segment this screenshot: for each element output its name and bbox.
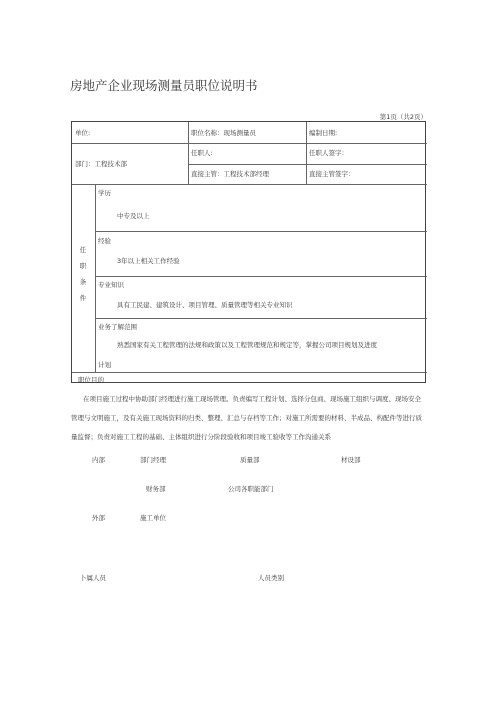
incumbent-sign: 任职人签字：: [309, 149, 348, 157]
internal-label: 内部: [92, 456, 105, 464]
col-divider: [188, 122, 189, 184]
experience-value: 3年以上相关工作经验: [117, 257, 180, 265]
supervisor: 直接主管：工程技术部经理: [191, 170, 269, 178]
compile-date: 编制日期:: [309, 129, 338, 137]
subordinates-label: 卜属人员: [80, 574, 106, 582]
education-title: 学历: [98, 189, 111, 197]
external-contractor: 施工单位: [140, 514, 166, 522]
qualification-label: [78, 242, 88, 306]
col-divider: [95, 184, 96, 372]
staff-category-label: 人员类别: [258, 574, 284, 582]
knowledge-value: 具有工民建、建筑设计、项目管理、质量管理等相关专业知识: [117, 301, 293, 309]
business-value: 熟悉国家有关工程管理的法规和政策以及工程管理规范和规定等，掌握公司项目规划及进度: [117, 341, 377, 349]
internal-functional-depts: 公司各职能部门: [228, 485, 274, 493]
internal-dept-manager: 部门经理: [140, 456, 166, 464]
unit-label: 单位:: [75, 129, 91, 137]
qualification-char: 条: [79, 278, 87, 286]
business-title: 业务了解范围: [98, 323, 137, 331]
purpose-text: 在项目施工过程中协助部门经理进行施工现场管理。负责编写工程计划、选择分包商、现场施工组织与调度、现场安全管理与文明施工，及有关施工现场资料的归类、整理、汇总与存档等工作；对施工所需要的材料、半成品、构配件等进行质量监督；负责对施工工程的基础、主体组织进行分阶段验收和项目竣工验收等工作沟通关系: [71, 395, 422, 441]
external-label: 外部: [92, 514, 105, 522]
qualification-char: 职: [79, 262, 87, 270]
document-title: 房地产企业现场测量员职位说明书: [70, 78, 258, 93]
supervisor-sign: 直接主管签字：: [309, 170, 355, 178]
education-value: 中专及以上: [117, 212, 150, 220]
row-divider: [72, 143, 427, 144]
internal-materials-dept: 材设部: [341, 456, 361, 464]
row-divider: [95, 231, 427, 232]
business-value-cont: 计划: [98, 361, 111, 369]
row-divider: [72, 372, 427, 373]
incumbent: 任职人:: [191, 149, 213, 157]
page-indicator: 第1页（共2页）: [379, 113, 427, 121]
row-divider: [72, 184, 427, 185]
experience-title: 经验: [98, 237, 111, 245]
job-info-table: [71, 121, 426, 383]
knowledge-title: 专业知识: [98, 281, 124, 289]
qualification-char: 件: [79, 294, 87, 302]
purpose-heading: 职位目的: [78, 376, 104, 384]
position-name: 职位名称：现场测量员: [191, 129, 256, 137]
internal-quality-dept: 质量部: [240, 456, 260, 464]
row-divider: [188, 164, 427, 165]
col-divider: [306, 122, 307, 184]
department: 部门：工程技术部: [75, 160, 127, 168]
internal-finance-dept: 财务部: [146, 485, 166, 493]
row-divider: [95, 318, 427, 319]
row-divider: [95, 276, 427, 277]
qualification-char: 任: [79, 246, 87, 254]
